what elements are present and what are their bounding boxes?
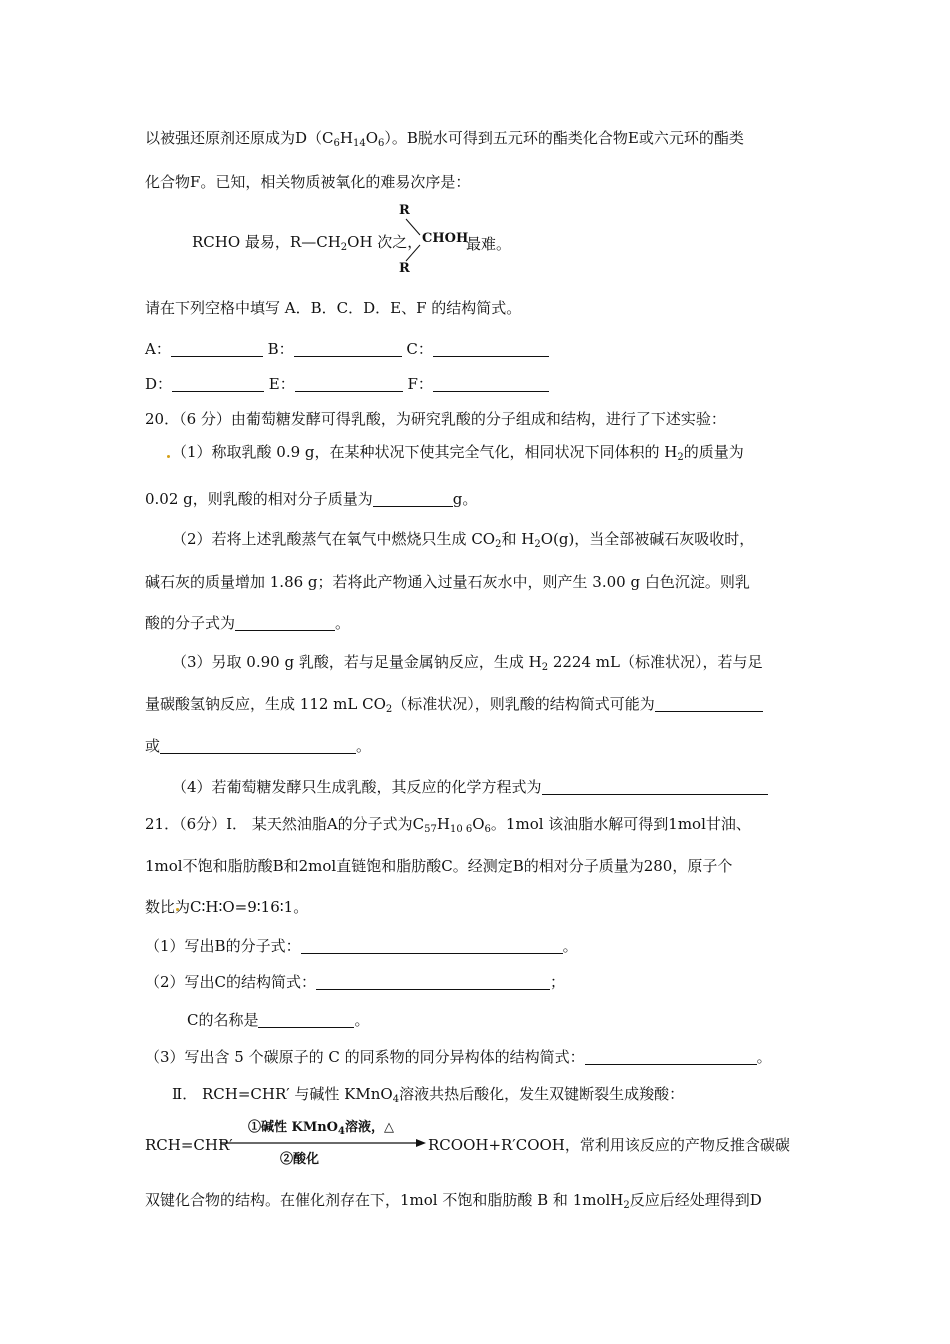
arrow-condition-bottom: ②酸化 [280, 1152, 320, 1167]
text: 2224 mL（标准状况），若与足 [548, 653, 763, 671]
subscript: 10 6 [449, 824, 473, 835]
text: 21．（6分）Ⅰ． 某天然油脂A的分子式为C [145, 815, 425, 833]
text: 20．（6 分）由葡萄糖发酵可得乳酸，为研究乳酸的分子组成和结构，进行了下述实验： [145, 410, 726, 428]
text: 。 [562, 937, 578, 955]
text: OH 次之， [347, 233, 423, 251]
text: 酸的分子式为 [145, 614, 236, 632]
stray-mark [167, 455, 170, 458]
text: （4）若葡萄糖发酵只生成乳酸，其反应的化学方程式为 [172, 778, 542, 796]
label-c: C： [401, 340, 433, 358]
text-line-19 [145, 897, 308, 917]
blank-c-structure[interactable] [316, 974, 550, 990]
text: 0.02 g，则乳酸的相对分子质量为 [145, 490, 373, 508]
text-line-14 [145, 694, 763, 720]
text: 。 [354, 1011, 370, 1029]
text: O [365, 129, 379, 147]
text: 最难。 [466, 235, 512, 253]
reaction-arrow [218, 1116, 428, 1170]
text: ； [550, 973, 566, 991]
text-line-26 [145, 1190, 762, 1216]
text: 碱石灰的质量增加 1.86 g；若将此产物通入过量石灰水中，则产生 3.00 g 白色沉淀。则乳 [145, 573, 750, 591]
text-line-3 [192, 232, 422, 258]
text: （标准状况），则乳酸的结构简式可能为 [392, 695, 655, 713]
text: 。 [756, 1048, 772, 1066]
reactant: RCH=CHR′ [145, 1136, 233, 1154]
text: O(g)，当全部被碱石灰吸收时， [540, 530, 755, 548]
text-line-1 [145, 128, 744, 154]
subscript: 4 [338, 1126, 345, 1137]
text-line-8 [172, 442, 744, 468]
text-line-23 [145, 1047, 772, 1067]
text-line-2 [145, 172, 470, 192]
label-f: F： [402, 375, 433, 393]
subscript: 2 [495, 539, 502, 550]
subscript: 2 [340, 242, 348, 253]
text-line-4 [145, 298, 521, 318]
blank-d[interactable] [172, 376, 264, 392]
blank-structure-1[interactable] [655, 696, 763, 712]
text: 数比为C∶H∶O=9∶16∶1。 [145, 898, 309, 916]
text-line-24 [172, 1084, 684, 1110]
label-e: E： [264, 375, 295, 393]
text: 的质量为 [683, 443, 744, 461]
text-line-22 [187, 1010, 370, 1030]
blank-structure-2[interactable] [160, 738, 356, 754]
text: O [472, 815, 485, 833]
text: H [339, 129, 353, 147]
text: H [436, 815, 450, 833]
text: （1）称取乳酸 0.9 g，在某种状况下使其完全气化，相同状况下同体积的 H [172, 443, 678, 461]
blank-isomers[interactable] [585, 1049, 757, 1065]
label-d: D： [145, 375, 173, 393]
blank-c[interactable] [433, 341, 549, 357]
subscript: 2 [623, 1200, 630, 1211]
blank-f[interactable] [433, 376, 549, 392]
text: 。1mol 该油脂水解可得到1mol甘油、 [490, 815, 751, 833]
text-line-18 [145, 856, 732, 876]
question-21-title [145, 814, 751, 840]
text: ）。B脱水可得到五元环的酯类化合物E或六元环的酯类 [384, 129, 744, 147]
text: g。 [452, 490, 478, 508]
subscript: 2 [677, 452, 684, 463]
text-line-13 [172, 652, 762, 678]
label-b: B： [262, 340, 294, 358]
text: Ⅱ． RCH=CHR′ 与碱性 KMnO [172, 1085, 393, 1103]
text: （3）写出含 5 个碳原子的 C 的同系物的同分异构体的结构简式： [145, 1048, 585, 1066]
subscript: 14 [352, 138, 366, 149]
text: （2）若将上述乳酸蒸气在氧气中燃烧只生成 CO [172, 530, 496, 548]
blank-c-name[interactable] [258, 1012, 354, 1028]
r-group-top: R [399, 203, 410, 218]
text: 双键化合物的结构。在催化剂存在下，1mol 不饱和脂肪酸 B 和 1molH [145, 1191, 624, 1209]
text: （1）写出B的分子式： [145, 937, 301, 955]
blank-a[interactable] [171, 341, 263, 357]
blank-molar-mass[interactable] [373, 491, 453, 507]
reaction-products [428, 1135, 790, 1155]
blank-b-formula[interactable] [301, 938, 563, 954]
text: RCOOH+R′COOH，常利用该反应的产物反推含碳碳 [428, 1136, 790, 1154]
arrow-icon [218, 1116, 428, 1170]
r-group-bottom: R [399, 261, 410, 276]
label-a: A： [145, 340, 171, 358]
text: 。 [356, 737, 372, 755]
text: 以被强还原剂还原成为D（C [145, 129, 334, 147]
text: RCHO 最易，R—CH [192, 233, 341, 251]
blank-equation[interactable] [542, 779, 768, 795]
text: 溶液，△ [344, 1120, 394, 1135]
text: 反应后经处理得到D [629, 1191, 762, 1209]
subscript: 6 [378, 138, 385, 149]
text: （2）写出C的结构简式： [145, 973, 317, 991]
choh-label: CHOH [422, 231, 469, 246]
text-line-11 [145, 572, 750, 592]
text: ①碱性 KMnO [248, 1120, 338, 1135]
answer-line-def [145, 374, 549, 394]
text-line-10 [172, 529, 754, 555]
text: 。 [335, 614, 351, 632]
text: 请在下列空格中填写 A．B．C．D．E、F 的结构简式。 [145, 299, 522, 317]
text: 和 H [501, 530, 535, 548]
text: 或 [145, 737, 161, 755]
text-line-15 [145, 736, 371, 756]
text-line-20 [145, 936, 578, 956]
text-line-12 [145, 613, 350, 633]
text: 1mol不饱和脂肪酸B和2mol直链饱和脂肪酸C。经测定B的相对分子质量为280，原子个 [145, 857, 733, 875]
text: C的名称是 [187, 1011, 259, 1029]
subscript: 2 [541, 662, 549, 673]
subscript: 2 [534, 539, 541, 550]
answer-line-abc [145, 339, 549, 359]
text-line-21 [145, 972, 565, 992]
blank-molecular-formula[interactable] [235, 615, 335, 631]
subscript: 6 [333, 138, 340, 149]
blank-b[interactable] [294, 341, 402, 357]
secondary-alcohol-structure [392, 203, 512, 279]
subscript: 57 [424, 824, 437, 835]
text: 量碳酸氢钠反应，生成 112 mL CO [145, 695, 386, 713]
text: 溶液共热后酸化，发生双键断裂生成羧酸： [399, 1085, 685, 1103]
subscript: 6 [484, 824, 491, 835]
text: （3）另取 0.90 g 乳酸，若与足量金属钠反应，生成 H [172, 653, 542, 671]
text: 化合物F。已知，相关物质被氧化的难易次序是： [145, 173, 471, 191]
text-line-9 [145, 489, 477, 509]
subscript: 2 [385, 704, 393, 715]
subscript: 4 [392, 1094, 400, 1105]
question-20-title [145, 409, 726, 429]
text-line-16 [172, 777, 768, 797]
blank-e[interactable] [295, 376, 403, 392]
